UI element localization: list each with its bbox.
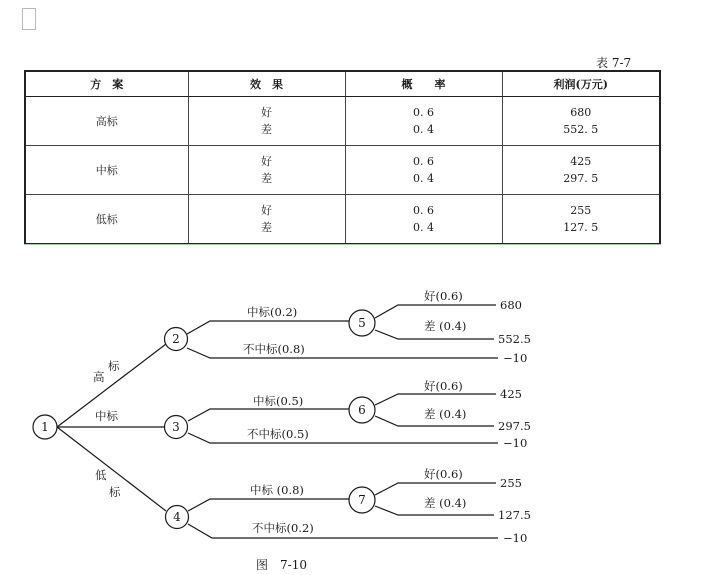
- lose-label-2: 不中标(0.8): [243, 342, 305, 356]
- win-label-3: 中标(0.5): [253, 394, 304, 408]
- effect-good: 好: [261, 106, 272, 119]
- node-7-label: 7: [358, 493, 366, 507]
- node-5-label: 5: [358, 316, 366, 330]
- profit-good: 680: [570, 106, 592, 119]
- effect-bad: 差: [261, 123, 272, 136]
- node-2-label: 2: [172, 332, 180, 346]
- scheme-cell: 高标: [25, 97, 188, 146]
- value-bad-5: 552.5: [498, 332, 531, 346]
- prob-bad: 0. 4: [413, 221, 434, 234]
- edge-6-good: [375, 394, 496, 405]
- profit-bad: 127. 5: [563, 221, 599, 234]
- prob-bad: 0. 4: [413, 123, 434, 136]
- label-high-1: 高: [93, 370, 105, 384]
- node-1-label: 1: [41, 420, 49, 434]
- edge-3-lose: [188, 433, 498, 443]
- profit-good: 255: [570, 204, 592, 217]
- node-4-label: 4: [173, 510, 181, 524]
- figure-caption: 图 7-10: [256, 558, 307, 572]
- edge-3-win: [188, 409, 349, 421]
- good-label-6: 好(0.6): [424, 379, 463, 393]
- win-label-2: 中标(0.2): [247, 305, 298, 319]
- bad-label-7: 差 (0.4): [424, 496, 467, 510]
- bad-label-5: 差 (0.4): [424, 319, 467, 333]
- edge-7-good: [375, 483, 496, 495]
- value-good-5: 680: [500, 298, 522, 312]
- prob-good: 0. 6: [413, 204, 434, 217]
- profit-bad: 297. 5: [563, 172, 599, 185]
- value-fail-2: −10: [503, 351, 528, 365]
- label-low-1: 低: [95, 468, 107, 482]
- prob-good: 0. 6: [413, 106, 434, 119]
- effect-bad: 差: [261, 172, 272, 185]
- header-scheme: 方 案: [25, 71, 188, 97]
- profit-good: 425: [570, 155, 592, 168]
- lose-label-4: 不中标(0.2): [252, 521, 314, 535]
- label-mid: 中标: [95, 409, 118, 423]
- effect-good: 好: [261, 155, 272, 168]
- value-bad-7: 127.5: [498, 508, 531, 522]
- header-effect: 效 果: [188, 71, 345, 97]
- value-good-6: 425: [500, 387, 522, 401]
- header-profit: 利润(万元): [502, 71, 660, 97]
- scheme-cell: 中标: [25, 146, 188, 195]
- value-fail-4: −10: [503, 531, 528, 545]
- header-probability: 概 率: [345, 71, 502, 97]
- good-label-5: 好(0.6): [424, 289, 463, 303]
- prob-bad: 0. 4: [413, 172, 434, 185]
- bad-label-6: 差 (0.4): [424, 407, 467, 421]
- value-fail-3: −10: [503, 436, 528, 450]
- profit-bad: 552. 5: [563, 123, 599, 136]
- node-6-label: 6: [358, 403, 366, 417]
- edge-5-good: [375, 305, 496, 318]
- value-bad-6: 297.5: [498, 419, 531, 433]
- edge-2-lose: [187, 348, 498, 358]
- edge-4-lose: [188, 524, 498, 538]
- effect-good: 好: [261, 204, 272, 217]
- label-high-2: 标: [108, 359, 120, 373]
- edge-4-win: [188, 499, 349, 511]
- prob-good: 0. 6: [413, 155, 434, 168]
- label-low-2: 标: [109, 485, 121, 499]
- table-number: 表 7-7: [596, 56, 632, 70]
- win-label-4: 中标 (0.8): [250, 483, 304, 497]
- effect-bad: 差: [261, 221, 272, 234]
- edge-2-win: [187, 321, 349, 334]
- value-good-7: 255: [500, 476, 522, 490]
- scheme-cell: 低标: [25, 195, 188, 245]
- node-3-label: 3: [172, 420, 180, 434]
- good-label-7: 好(0.6): [424, 467, 463, 481]
- lose-label-3: 不中标(0.5): [247, 427, 309, 441]
